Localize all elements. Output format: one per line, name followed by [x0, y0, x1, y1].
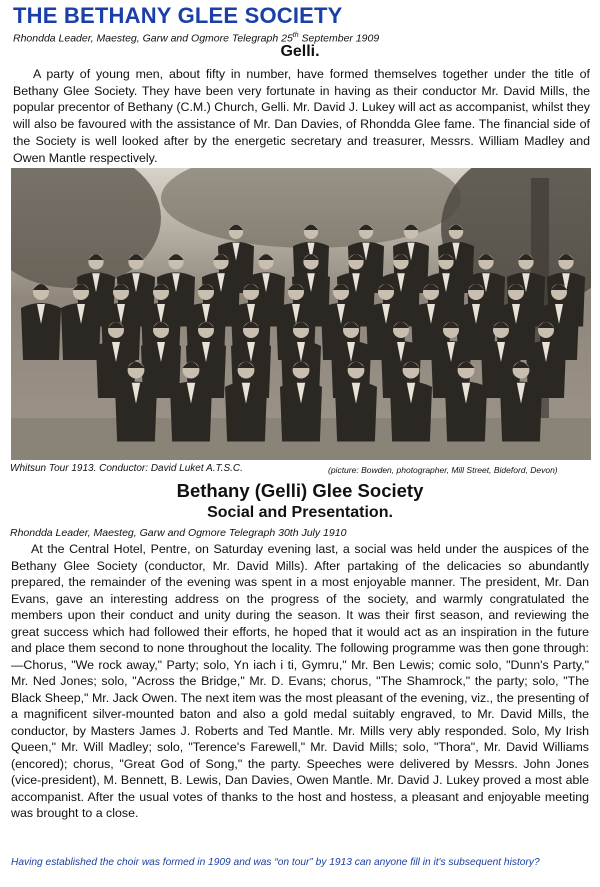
photo-credit: (picture: Bowden, photographer, Mill Street, Bideford, Devon) [328, 465, 558, 475]
photo-caption: Whitsun Tour 1913. Conductor: David Luket A.T.S.C. [10, 463, 243, 474]
source-citation-date: September 1909 [298, 32, 380, 45]
article-paragraph-1909: A party of young men, about fifty in number, have formed themselves together under the title of Bethany Glee Society. They have been very fortunate in having as their conductor Mr. David Mills, the popular precentor of Bethany (C.M.) Church, Gelli. Mr. David J. Lukey will act as accompanist, whilst they will also be favoured with the assistance of Mr. Dan Davies, of Rhondda Glee fame. The financial side of the Society is well looked after by the energetic secretary and treasurer, Messrs. William Madley and Owen Mantle respectively. [13, 67, 590, 165]
source-citation-text: Rhondda Leader, Maesteg, Garw and Ogmore Telegraph 25 [13, 32, 293, 45]
group-photograph [11, 168, 591, 460]
source-citation-ordinal: th [292, 32, 299, 39]
footer-question: Having established the choir was formed in 1909 and was “on tour” by 1913 can anyone fill in it's subsequent history? [11, 857, 540, 868]
section-heading-gelli: Gelli. [280, 43, 320, 60]
section-subheading-social: Social and Presentation. [207, 504, 393, 521]
source-citation-1910: Rhondda Leader, Maesteg, Garw and Ogmore Telegraph 30th July 1910 [10, 527, 347, 539]
page-title: THE BETHANY GLEE SOCIETY [13, 3, 343, 28]
group-photograph-illustration [11, 168, 591, 460]
section-heading-glee-society: Bethany (Gelli) Glee Society [176, 480, 424, 501]
article-paragraph-1910: At the Central Hotel, Pentre, on Saturday evening last, a social was held under the auspices of the Bethany Glee Society (conductor, Mr. David Mills). After partaking of the delicacies so abundantly prepared, the remainder of the evening was spent in a most enjoyable manner. The president, Mr. Dan Evans, gave an interesting address on the progress of the society, and warmly congratulated the members upon their conduct and unity during the season. It was their first season, and reviewing the great success which had followed their efforts, he hoped that it would act as an inspiration in the future and place them second to none throughout the locality. The following programme was then gone through:—Chorus, "We rock away," Party; solo, Yn iach i ti, Gymru," Mr. Ben Lewis; comic solo, "Dunn's Party," Mr. Ned Jones; solo, "Across the Bridge," Mr. D. Evans; chorus, "The Shamrock," the party; solo, "The Black Sheep," Mr. Jack Owen. The next item was the most pleasant of the evening, viz., the presenting of a magnificent silver-mounted baton and also a gold medal suitably engraved, to Mr. David Mills, the conductor, by Masters James J. Roberts and Ted Mantle. Mr. Mills very ably responded. Solo, My Irish Queen," Mr. Will Madley; solo, "Terence's Farewell," Mr. David Mills; solo, "Thora", Mr. David Williams (encored); chorus, "Great God of Song," the party. Speeches were delivered by Messrs. John Jones (vice-president), M. Bennett, B. Lewis, Dan Davies, Owen Mantle. Mr. David J. Lukey proved a most able accompanist. After the usual votes of thanks to the host and hostess, a pleasant and enjoyable meeting was brought to a close. [11, 542, 589, 820]
